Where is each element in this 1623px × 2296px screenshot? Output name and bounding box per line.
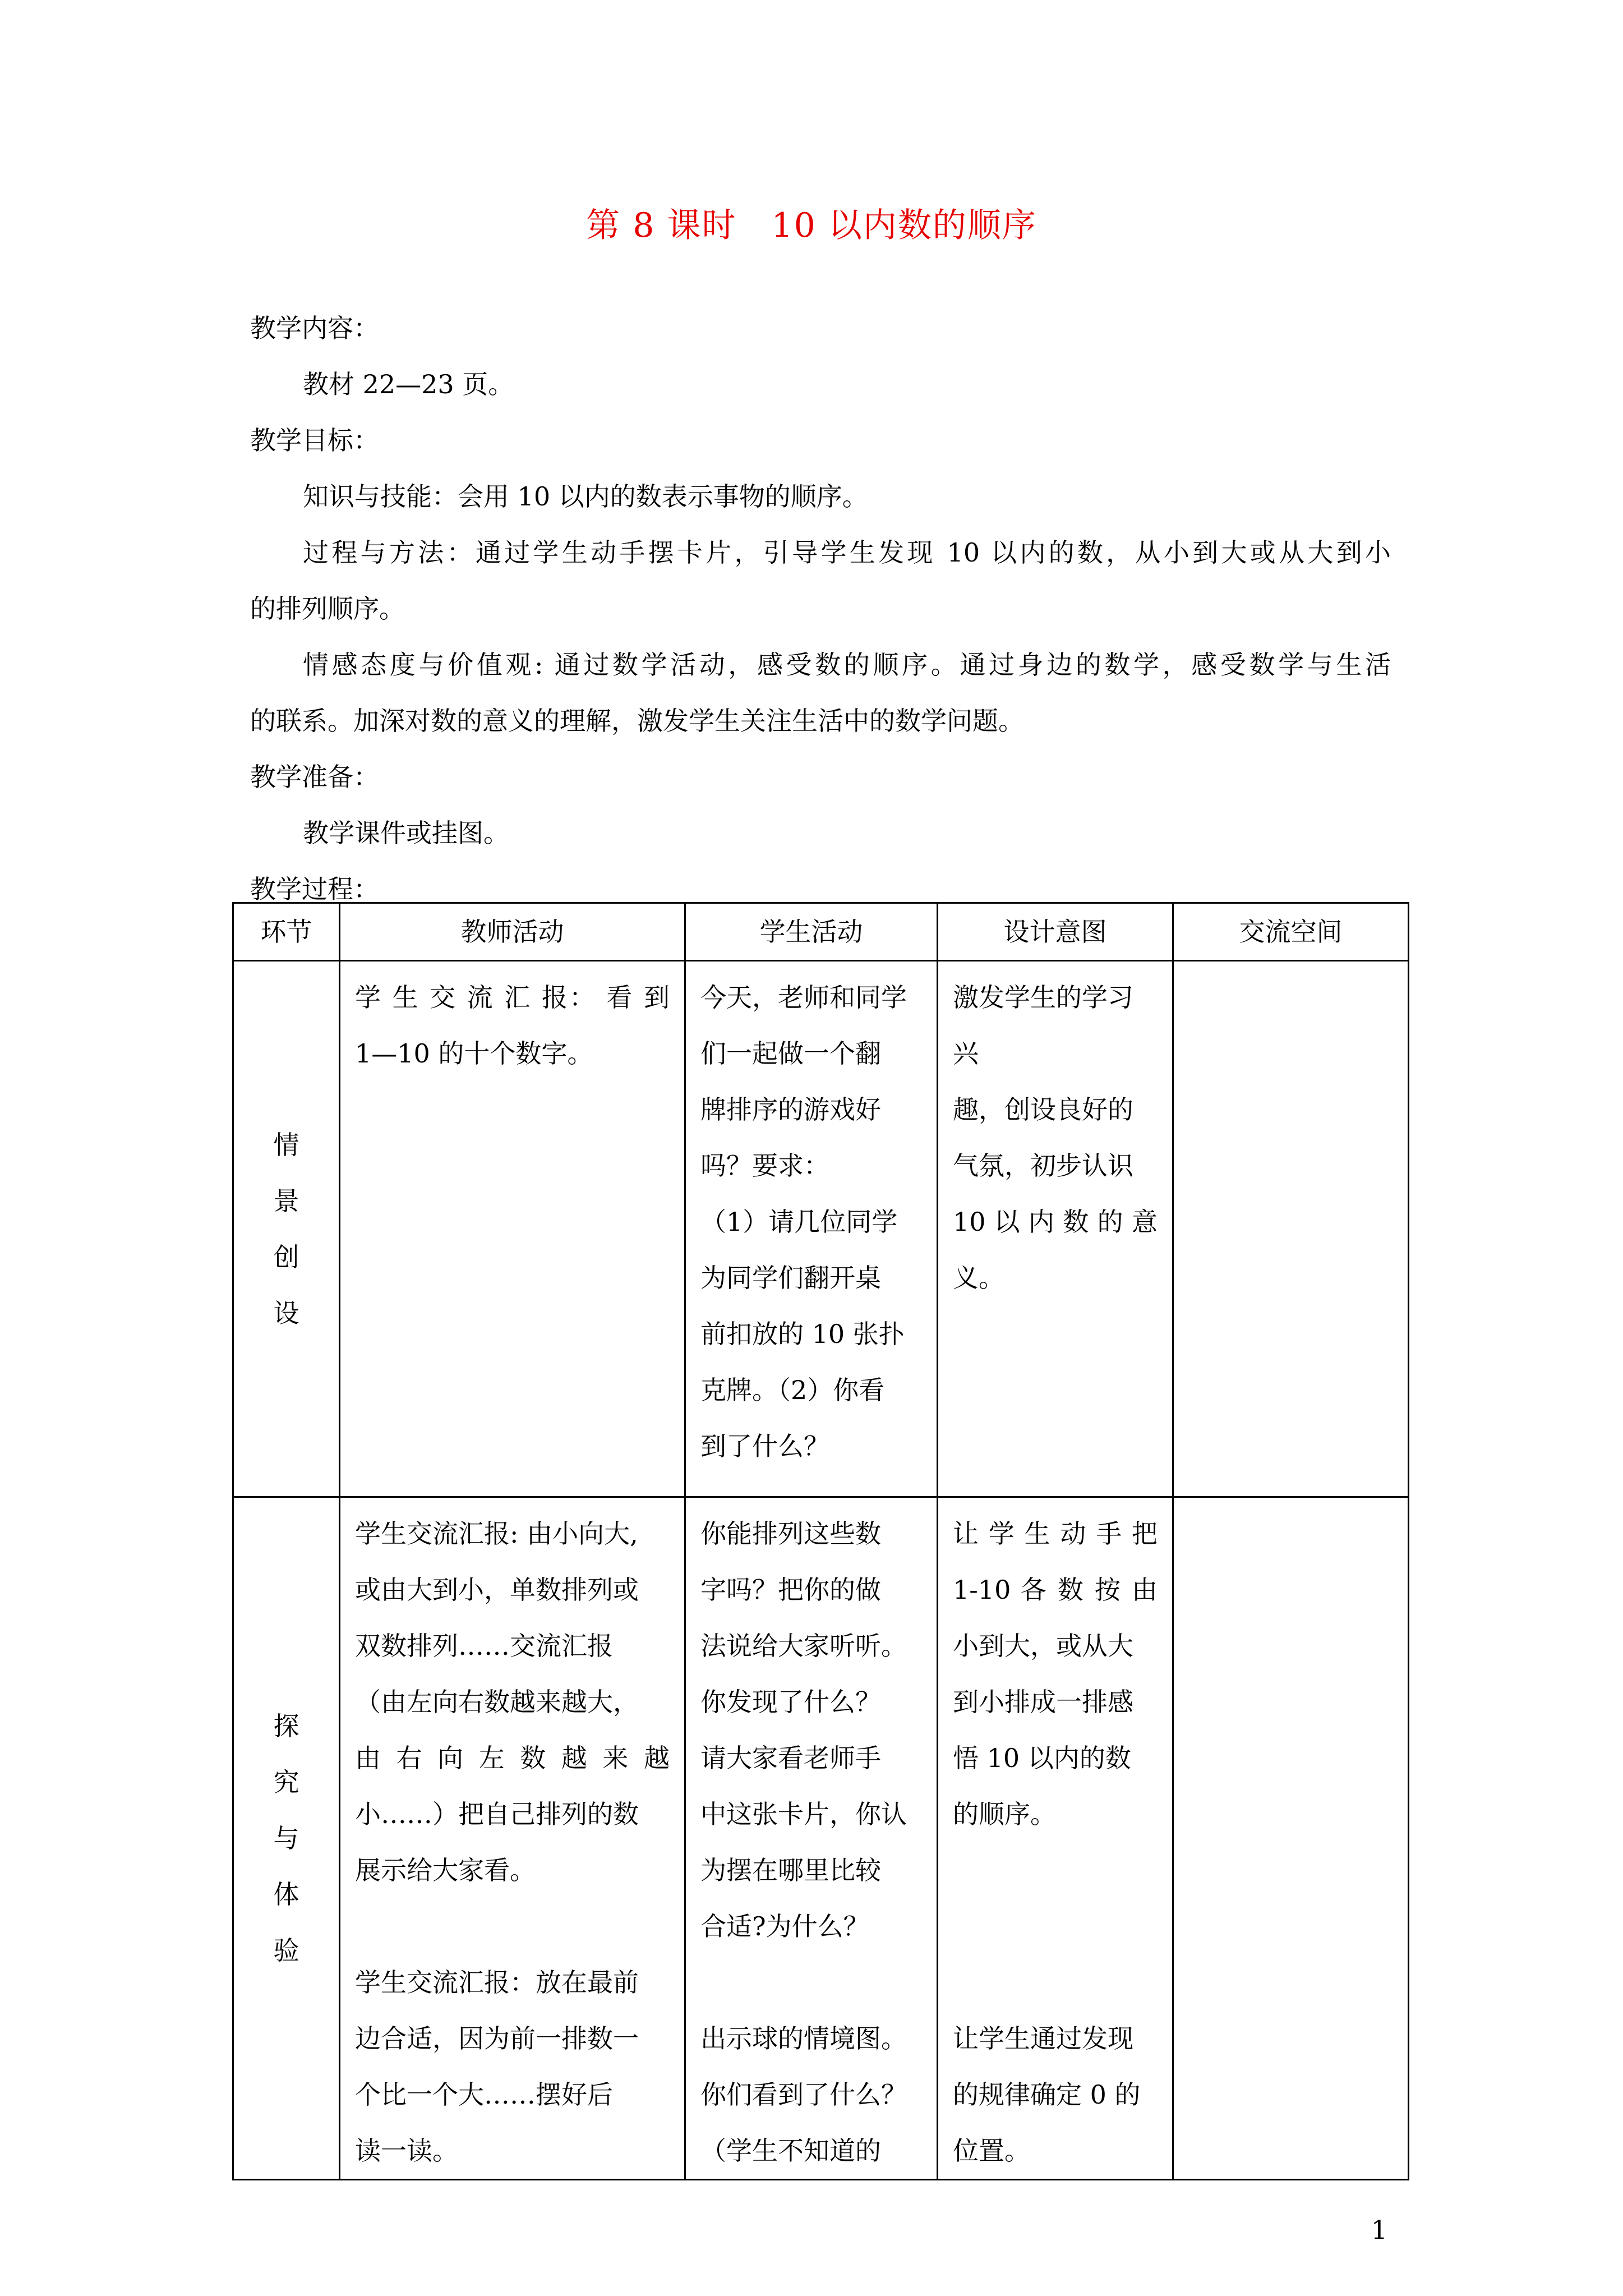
goal-method-line1: 过程与方法：通过学生动手摆卡片，引导学生发现 10 以内的数，从小到大或从大到小 (303, 537, 1391, 568)
student-activity-cell: 今天，老师和同学 们一起做一个翻 牌排序的游戏好 吗？要求： （1）请几位同学 为同学们翻开桌 前扣放的 10 张扑 克牌。（2）你看 到了什么？ (685, 961, 938, 1497)
header-discussion-space: 交流空间 (1173, 903, 1409, 961)
header-design-intent: 设计意图 (938, 903, 1173, 961)
content-text: 教材 22—23 页。 (303, 369, 514, 399)
discussion-space-cell (1173, 961, 1409, 1497)
table-row (233, 1497, 1409, 2180)
prep-text: 教学课件或挂图。 (303, 818, 509, 848)
goal-knowledge: 知识与技能：会用 10 以内的数表示事物的顺序。 (303, 481, 868, 512)
design-intent-cell: 让 学 生 动 手 把 1-10 各 数 按 由 小到大，或从大 到小排成一排感 悟 10 以内的数 的顺序。 让学生通过发现 的规律确定 0 的 位置。 (938, 1497, 1173, 2180)
student-activity-cell: 你能排列这些数 字吗？把你的做 法说给大家听听。 你发现了什么？ 请大家看老师手 中这张卡片，你认 为摆在哪里比较 合适?为什么？ 出示球的情境图。 你们看到了什么？ （学生不知道的 (685, 1497, 938, 2180)
teacher-activity-cell: 学生交流汇报: 由小向大, 或由大到小，单数排列或 双数排列……交流汇报 （由左向右数越来越大， 由 右 向 左 数 越 来 越 小……）把自己排列的数 展示给大家看。 学生交流汇报：放在最前 边合适，因为前一排数一 个比一个大……摆好后 读一读。 (340, 1497, 685, 2180)
teacher-activity-cell: 学 生 交 流 汇 报： 看 到 1—10 的十个数字。 (340, 961, 685, 1497)
teaching-process-table (232, 902, 1409, 2180)
goal-attitude-line1: 情感态度与价值观: 通过数学活动，感受数的顺序。通过身边的数学，感受数学与生活 (303, 650, 1391, 680)
stage-scenario: 情 景 创 设 (233, 961, 340, 1497)
page-number: 1 (1371, 2215, 1387, 2245)
header-student-activity: 学生活动 (685, 903, 938, 961)
goal-method-line2: 的排列顺序。 (250, 593, 405, 624)
content-label: 教学内容： (250, 313, 379, 343)
header-teacher-activity: 教师活动 (340, 903, 685, 961)
discussion-space-cell (1173, 1497, 1409, 2180)
design-intent-cell: 激发学生的学习 兴 趣，创设良好的 气氛，初步认识 10 以 内 数 的 意 义。 (938, 961, 1173, 1497)
table-row (233, 961, 1409, 1497)
prep-label: 教学准备： (250, 762, 379, 792)
goal-attitude-line2: 的联系。加深对数的意义的理解，激发学生关注生活中的数学问题。 (250, 706, 1024, 736)
document-title: 第 8 课时 10 以内数的顺序 (586, 206, 1037, 245)
process-label: 教学过程： (250, 874, 379, 904)
stage-exploration: 探 究 与 体 验 (233, 1497, 340, 2180)
header-stage: 环节 (233, 903, 340, 961)
table-header-row (233, 903, 1409, 961)
goals-label: 教学目标： (250, 425, 379, 455)
